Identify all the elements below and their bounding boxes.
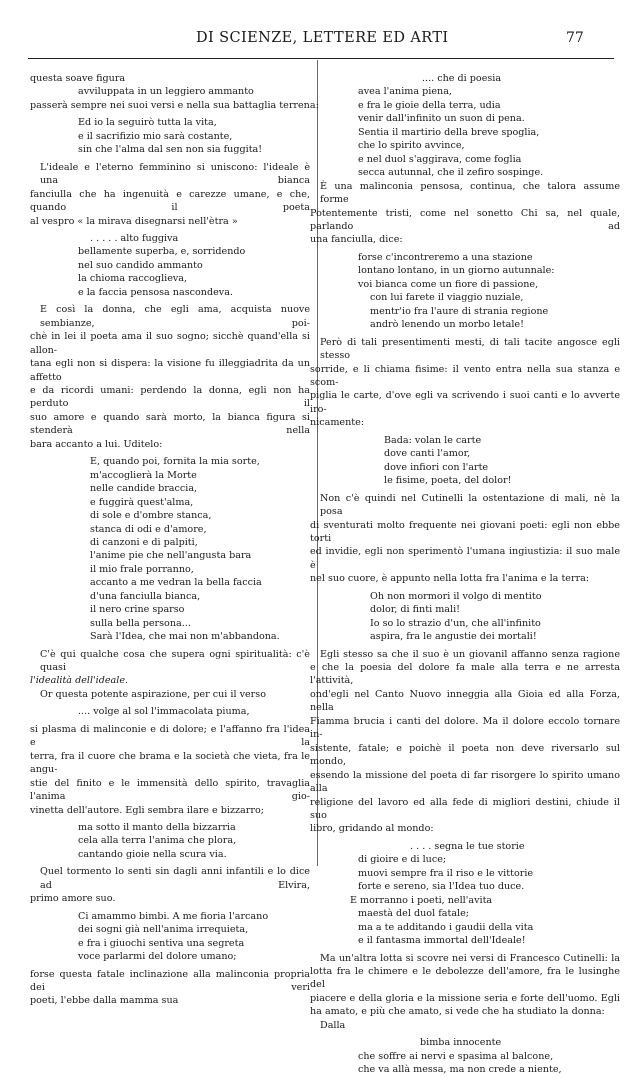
- text-line: Oh non mormori il volgo di mentito: [370, 590, 542, 602]
- text-line: e fuggirà quest'alma,: [90, 496, 194, 508]
- text-line: voi bianca come un fiore di passione,: [358, 278, 539, 290]
- text-line: questa soave figura: [30, 73, 126, 84]
- text-line: lontano lontano, in un giorno autunnale:: [358, 265, 555, 277]
- text-line: e da ricordi umani: perdendo la donna, egli non ha perduto il: [30, 384, 310, 410]
- text-line: e il sacrifizio mio sarà costante,: [78, 130, 233, 142]
- text-line: . . . . segna le tue storie: [410, 840, 525, 852]
- text-line: aspira, fra le angustie dei mortali!: [370, 631, 537, 643]
- text-line: secca autunnal, che il zefiro sospinge.: [358, 167, 544, 179]
- text-line: il mio frale porranno,: [90, 563, 194, 575]
- text-line: nel suo candido ammanto: [78, 259, 203, 271]
- text-line: lotta fra le chimere e le debolezze dell'amore, fra le lusinghe del: [310, 966, 620, 991]
- page-number: 77: [566, 30, 584, 46]
- text-line: dove canti l'amor,: [384, 448, 471, 460]
- text-line: Ma un'altra lotta si scovre nei versi di Francesco Cutinelli: la: [320, 952, 620, 964]
- text-line: vinetta dell'autore. Egli sembra ilare e bizzarro;: [30, 804, 264, 816]
- text-line: Fiamma brucia i canti del dolore. Ma il dolore eccolo tornare in-: [310, 715, 620, 741]
- text-line: Non c'è quindi nel Cutinelli la ostentazione di mali, nè la posa: [320, 492, 620, 518]
- text-line: cela alla terra l'anima che plora,: [78, 835, 237, 847]
- text-line: forse questa fatale inclinazione alla malinconia propria dei veri: [30, 968, 310, 993]
- text-line: L'ideale e l'eterno femminino si uniscono: l'ideale è una bianca: [40, 161, 310, 187]
- text-line: ond'egli nel Canto Nuovo inneggia alla Gioia ed alla Forza, nella: [310, 688, 620, 714]
- text-line: mentr'io fra l'aure di strania regione: [370, 305, 549, 317]
- text-line: avea l'anima piena,: [358, 86, 452, 98]
- text-line: nel suo cuore, è appunto nella lotta fra l'anima e la terra:: [310, 573, 590, 585]
- text-line: stanca di odi e d'amore,: [90, 523, 207, 535]
- text-line: e fra i giuochi sentiva una segreta: [78, 937, 245, 949]
- text-line: sin che l'alma dal sen non sia fuggita!: [78, 144, 263, 156]
- text-line: al vespro « la mirava disegnarsi nell'ètra »: [30, 215, 238, 227]
- right-column: [310, 72, 620, 1077]
- text-line: E così la donna, che egli ama, acquista nuove sembianze, poi-: [40, 304, 310, 329]
- text-line: dei sogni già nell'anima irrequieta,: [78, 924, 249, 936]
- text-line: l'idealità dell'ideale.: [30, 675, 129, 687]
- text-line: .... che di poesia: [422, 73, 502, 84]
- text-line: sistente, fatale; e poichè il poeta non deve riversarlo sul mondo,: [310, 742, 620, 768]
- text-line: avviluppata in un leggiero ammanto: [78, 86, 254, 98]
- text-line: che soffre ai nervi e spasima al balcone,: [358, 1050, 554, 1062]
- header-rule: [28, 58, 614, 59]
- text-line: bimba innocente: [420, 1037, 502, 1049]
- text-line: il nero crine sparso: [90, 604, 185, 616]
- text-line: Egli stesso sa che il suo è un giovanil affanno senza ragione: [320, 648, 620, 660]
- text-line: ed invidie, egli non sperimentò l'umana ingiustizia: il suo male è: [310, 546, 620, 571]
- text-line: m'accoglierà la Morte: [90, 469, 197, 481]
- text-line: dove infiori con l'arte: [384, 461, 489, 473]
- text-line: nicamente:: [310, 417, 365, 429]
- text-line: Io so lo strazio d'un, che all'infinito: [370, 617, 541, 629]
- text-line: l'anime pie che nell'angusta bara: [90, 550, 252, 562]
- text-line: religione del lavoro ed alla fede di migliori destini, chiude il suo: [310, 796, 620, 822]
- text-line: suo amore e quando sarà morto, la bianca figura si stenderà nella: [30, 411, 310, 437]
- text-line: È una malinconia pensosa, continua, che talora assume forme: [320, 180, 620, 206]
- text-line: accanto a me vedran la bella faccia: [90, 577, 262, 589]
- text-line: E, quando poi, fornita la mia sorte,: [90, 456, 260, 468]
- text-line: sorride, e li chiama fisime: il vento entra nella sua stanza e scom-: [310, 363, 620, 388]
- text-line: voce parlarmi del dolore umano;: [78, 951, 237, 963]
- text-line: tana egli non si dispera: la visione fu illeggiadrita da un affetto: [30, 358, 310, 383]
- text-line: d'una fanciulla bianca,: [90, 590, 201, 602]
- text-line: e nel duol s'aggirava, come foglia: [358, 153, 522, 165]
- text-line: terra, fra il cuore che brama e la società che vieta, fra le angu-: [30, 750, 310, 776]
- text-line: che lo spirito avvince,: [358, 140, 465, 152]
- text-line: passerà sempre nei suoi versi e nella sua battaglia terrena:: [30, 99, 319, 111]
- left-column: [30, 72, 319, 1008]
- text-line: Ed io la seguirò tutta la vita,: [78, 117, 217, 129]
- text-line: ha amato, e più che amato, si vede che ha studiato la donna:: [310, 1006, 605, 1018]
- text-line: Sentia il martirio della breve spoglia,: [358, 126, 540, 138]
- text-line: .... volge al sol l'immacolata piuma,: [78, 706, 250, 718]
- text-line: Bada: volan le carte: [384, 434, 482, 446]
- text-line: e che la poesia del dolore fa male alla terra e ne arresta l'attività,: [310, 662, 620, 687]
- text-line: piacere e della gloria e la missione seria e forte dell'uomo. Egli: [310, 992, 620, 1004]
- text-line: una fanciulla, dice:: [310, 234, 403, 246]
- text-line: bellamente superba, e, sorridendo: [78, 246, 246, 258]
- text-line: forse c'incontreremo a una stazione: [358, 251, 533, 263]
- text-line: piglia le carte, d'ove egli va scrivendo i suoi canti e lo avverte iro-: [310, 390, 620, 415]
- text-line: Potentemente tristi, come nel sonetto Chi sa, nel quale, parlando ad: [310, 207, 620, 232]
- text-line: E morranno i poeti, nell'avita: [350, 894, 493, 906]
- text-line: sulla bella persona...: [90, 617, 191, 629]
- text-line: muovi sempre fra il riso e le vittorie: [358, 867, 534, 879]
- text-line: poeti, l'ebbe dalla mamma sua: [30, 995, 179, 1007]
- text-line: cantando gioie nella scura via.: [78, 848, 227, 860]
- text-line: Or questa potente aspirazione, per cui il verso: [40, 688, 266, 700]
- text-line: ma a te additando i gaudii della vita: [358, 921, 534, 933]
- text-line: di sole e d'ombre stanca,: [90, 510, 212, 522]
- text-line: essendo la missione del poeta di far risorgere lo spirito umano alla: [310, 769, 620, 795]
- text-line: Dalla: [320, 1019, 346, 1031]
- text-line: dolor, di finti mali!: [370, 604, 461, 616]
- text-line: di sventurati molto frequente nei giovani poeti: egli non ebbe torti: [310, 519, 620, 544]
- text-line: maestà del duol fatale;: [358, 908, 470, 920]
- text-line: di canzoni e di palpiti,: [90, 536, 198, 548]
- text-line: forte e sereno, sia l'Idea tuo duce.: [358, 881, 525, 893]
- text-line: e il fantasma immortal dell'Ideale!: [358, 935, 526, 947]
- running-header: [0, 30, 644, 52]
- text-line: Quel tormento lo senti sin dagli anni infantili e lo dice ad Elvira,: [40, 866, 310, 891]
- text-line: chè in lei il poeta ama il suo sogno; sicchè quand'ella si allon-: [30, 331, 310, 356]
- text-line: di gioire e di luce;: [358, 854, 447, 866]
- text-line: andrò lenendo un morbo letale!: [370, 319, 524, 331]
- text-line: libro, gridando al mondo:: [310, 823, 434, 835]
- text-line: nelle candide braccia,: [90, 483, 198, 495]
- text-line: che va allà messa, ma non crede a niente,: [358, 1064, 562, 1076]
- text-line: e fra le gioie della terra, udia: [358, 99, 501, 111]
- text-line: fanciulla che ha ingenuità e carezze umane, e che, quando il poeta: [30, 188, 310, 214]
- text-line: ma sotto il manto della bizzarria: [78, 822, 236, 834]
- text-line: con lui farete il viaggio nuziale,: [370, 292, 524, 304]
- text-line: primo amore suo.: [30, 893, 116, 905]
- text-line: bara accanto a lui. Uditelo:: [30, 438, 163, 450]
- text-line: e la faccia pensosa nascondeva.: [78, 286, 233, 298]
- text-line: venir dall'infinito un suon di pena.: [358, 113, 525, 125]
- text-line: Ci amammo bimbi. A me fioria l'arcano: [78, 910, 269, 922]
- text-line: si plasma di malinconie e di dolore; e l'affanno fra l'idea e la: [30, 723, 310, 749]
- text-line: stie del finito e le immensità dello spirito, travaglia l'anima gio-: [30, 777, 310, 803]
- text-line: Però di tali presentimenti mesti, di tali tacite angosce egli stesso: [320, 336, 620, 362]
- text-line: C'è qui qualche cosa che supera ogni spiritualità: c'è quasi: [40, 648, 310, 674]
- header-title: DI SCIENZE, LETTERE ED ARTI: [196, 30, 449, 46]
- text-line: . . . . . alto fuggiva: [90, 232, 179, 244]
- text-line: Sarà l'Idea, che mai non m'abbandona.: [90, 631, 280, 643]
- text-line: la chioma raccoglieva,: [78, 273, 188, 285]
- text-line: le fisime, poeta, del dolor!: [384, 475, 512, 487]
